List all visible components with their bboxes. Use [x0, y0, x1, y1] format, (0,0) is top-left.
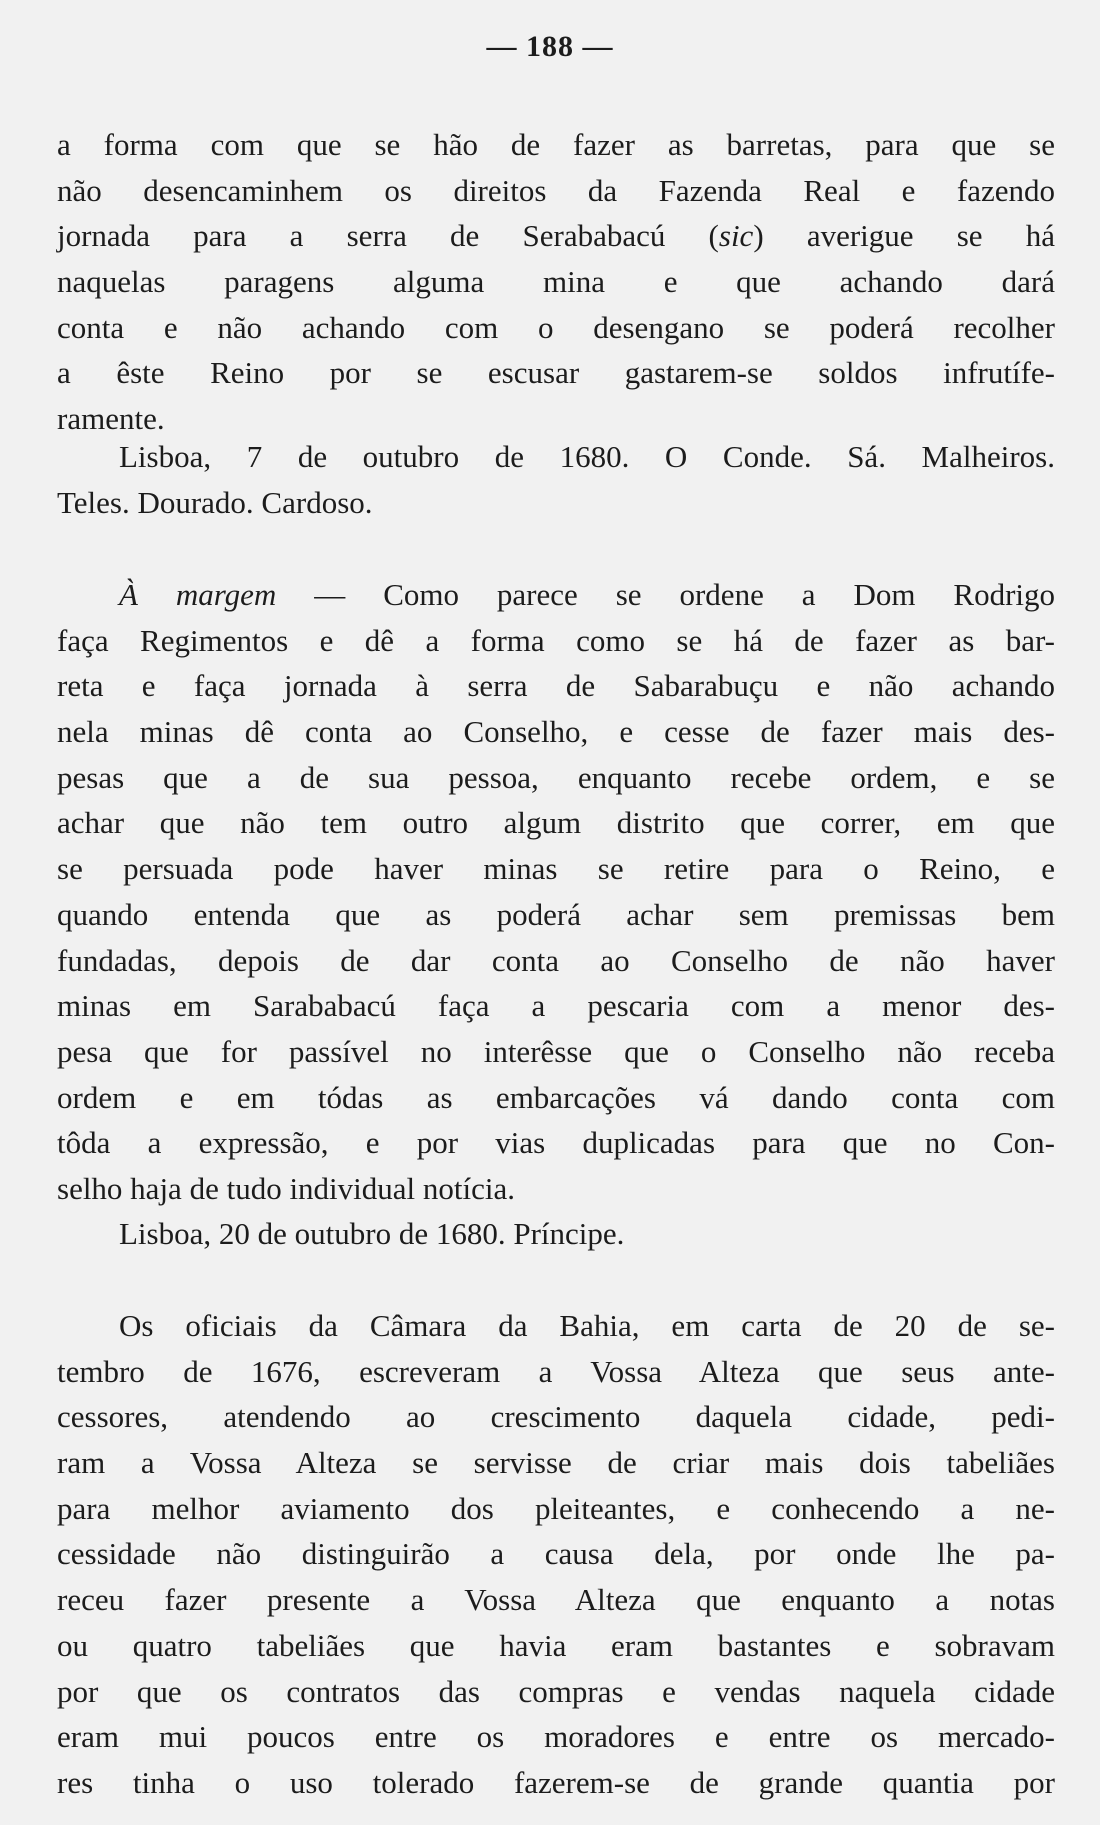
- italic-text: À margem: [119, 577, 277, 612]
- text-line: selho haja de tudo individual notícia.: [57, 1170, 516, 1206]
- text-line: [57, 213, 1055, 259]
- paragraph-5: [57, 1303, 1055, 1806]
- text-line: cessidade não distinguirão a causa dela, por onde lhe pa-: [57, 1536, 1055, 1572]
- page-number: — 188 —: [486, 30, 614, 63]
- text-line: res tinha o uso tolerado fazerem-se de grande quantia por: [57, 1764, 1055, 1800]
- text-line: minas em Sarababacú faça a pescaria com a menor des-: [57, 988, 1055, 1024]
- italic-text: sic: [718, 218, 754, 254]
- paragraph-4-signature: [57, 1211, 1055, 1257]
- paragraph-3-margin-note: [57, 572, 1055, 1212]
- text-line: achar que não tem outro algum distrito que correr, em que: [57, 805, 1055, 841]
- text-line: por que os contratos das compras e vendas naquela cidade: [57, 1673, 1055, 1709]
- text-line: pesa que for passível no interêsse que o Conselho não receba: [57, 1033, 1055, 1069]
- text-line: pesas que a de sua pessoa, enquanto recebe ordem, e se: [57, 759, 1055, 795]
- text-line: receu fazer presente a Vossa Alteza que enquanto a notas: [57, 1582, 1055, 1618]
- text-line: para melhor aviamento dos pleiteantes, e conhecendo a ne-: [57, 1490, 1055, 1526]
- text-line: [57, 572, 1055, 618]
- text-line: ramente.: [57, 401, 165, 437]
- text-segment: — Como parece se ordene a Dom Rodrigo: [276, 577, 1056, 612]
- text-line: eram mui poucos entre os moradores e entre os mercado-: [57, 1719, 1055, 1755]
- text-line: não desencaminhem os direitos da Fazenda Real e fazendo: [57, 172, 1055, 208]
- text-line: Lisboa, 20 de outubro de 1680. Príncipe.: [119, 1216, 625, 1251]
- text-line: reta e faça jornada à serra de Sabarabuçu e não achando: [57, 668, 1055, 704]
- text-line: faça Regimentos e dê a forma como se há de fazer as bar-: [57, 622, 1055, 658]
- text-line: ram a Vossa Alteza se servisse de criar mais dois tabeliães: [57, 1445, 1055, 1481]
- text-line: a êste Reino por se escusar gastarem-se soldos infrutífe-: [57, 355, 1055, 391]
- text-segment: ) averigue se há: [753, 218, 1055, 254]
- text-line: nela minas dê conta ao Conselho, e cesse de fazer mais des-: [57, 714, 1055, 750]
- text-line: tembro de 1676, escreveram a Vossa Alteza que seus ante-: [57, 1353, 1055, 1389]
- paragraph-1: [57, 122, 1055, 442]
- text-line: cessores, atendendo ao crescimento daquela cidade, pedi-: [57, 1399, 1055, 1435]
- text-line: Teles. Dourado. Cardoso.: [57, 484, 373, 520]
- text-line: conta e não achando com o desengano se poderá recolher: [57, 309, 1055, 345]
- text-segment: jornada para a serra de Serababacú (: [57, 218, 719, 254]
- text-line: Lisboa, 7 de outubro de 1680. O Conde. Sá. Malheiros.: [119, 439, 1055, 474]
- text-line: fundadas, depois de dar conta ao Conselho de não haver: [57, 942, 1055, 978]
- text-line: ou quatro tabeliães que havia eram bastantes e sobravam: [57, 1627, 1055, 1663]
- text-line: se persuada pode haver minas se retire para o Reino, e: [57, 851, 1055, 887]
- text-line: naquelas paragens alguma mina e que achando dará: [57, 264, 1055, 300]
- text-line: ordem e em tódas as embarcações vá dando conta com: [57, 1079, 1055, 1115]
- text-line: Os oficiais da Câmara da Bahia, em carta de 20 de se-: [119, 1308, 1055, 1343]
- paragraph-2-signature: [57, 434, 1055, 525]
- text-line: quando entenda que as poderá achar sem premissas bem: [57, 896, 1055, 932]
- text-line: a forma com que se hão de fazer as barretas, para que se: [57, 127, 1055, 162]
- text-line: tôda a expressão, e por vias duplicadas para que no Con-: [57, 1125, 1055, 1161]
